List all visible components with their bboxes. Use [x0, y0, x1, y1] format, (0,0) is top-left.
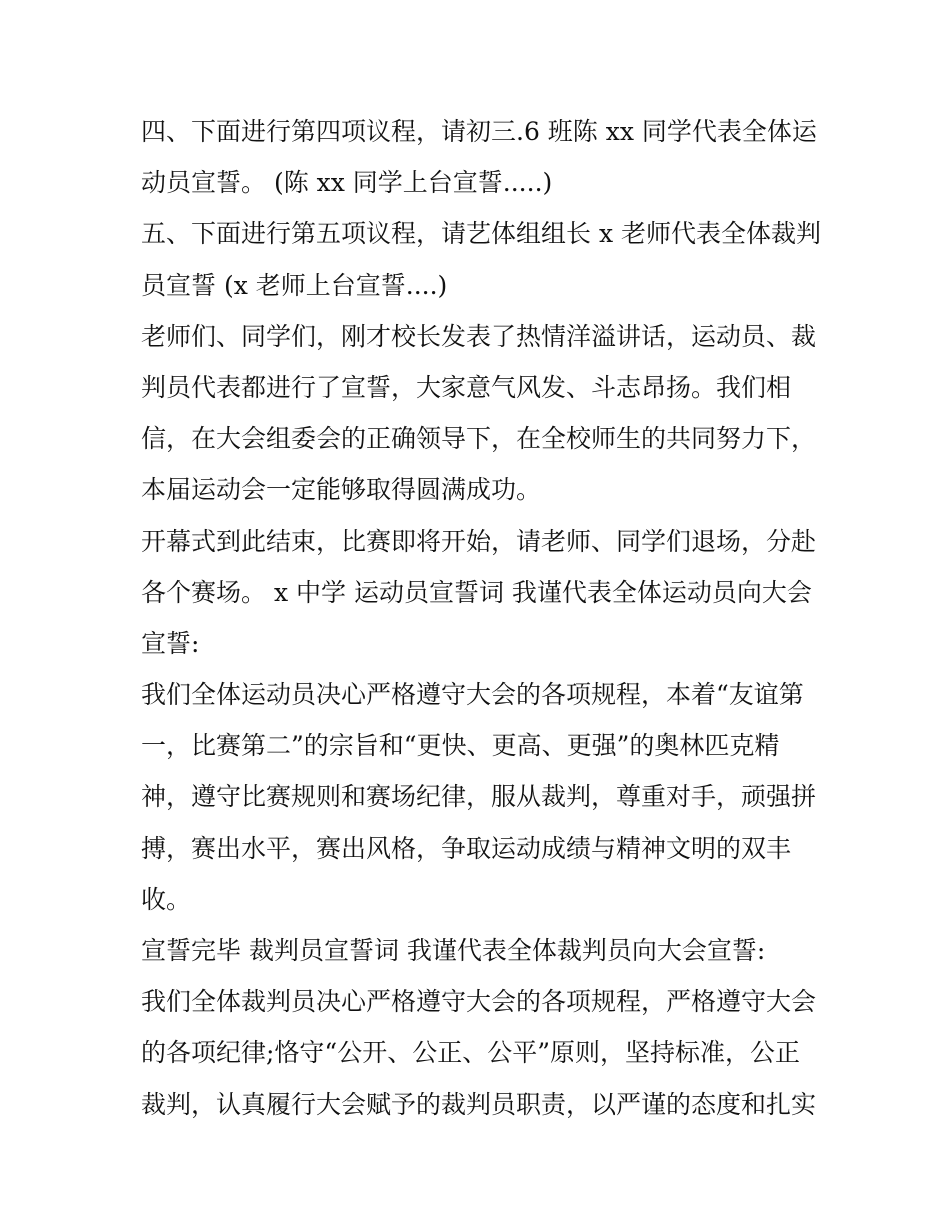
- text-line: 判员代表都进行了宣誓，大家意气风发、斗志昂扬。我们相: [141, 372, 792, 402]
- text-line: 员宣誓 (x 老师上台宣誓....): [141, 270, 448, 300]
- text-line: 我们全体运动员决心严格遵守大会的各项规程，本着“友谊第: [141, 680, 804, 710]
- text-line: 收。: [141, 884, 192, 914]
- text-line: 各个赛场。 x 中学 运动员宣誓词 我谨代表全体运动员向大会: [141, 577, 812, 607]
- text-line: 的各项纪律;恪守“公开、公正、公平”原则，坚持标准，公正: [141, 1038, 800, 1068]
- text-line: 本届运动会一定能够取得圆满成功。: [141, 475, 542, 505]
- text-line: 五、下面进行第五项议程，请艺体组组长 x 老师代表全体裁判: [141, 219, 821, 249]
- text-line: 搏，赛出水平，赛出风格，争取运动成绩与精神文明的双丰: [141, 833, 792, 863]
- text-line: 我们全体裁判员决心严格遵守大会的各项规程，严格遵守大会: [141, 987, 817, 1017]
- text-line: 动员宣誓。 (陈 xx 同学上台宣誓.....): [141, 168, 553, 198]
- text-line: 神，遵守比赛规则和赛场纪律，服从裁判，尊重对手，顽强拼: [141, 782, 817, 812]
- text-line: 信，在大会组委会的正确领导下，在全校师生的共同努力下，: [141, 424, 817, 454]
- text-line: 老师们、同学们，刚才校长发表了热情洋溢讲话，运动员、裁: [141, 321, 817, 351]
- text-line: 开幕式到此结束，比赛即将开始，请老师、同学们退场，分赴: [141, 526, 817, 556]
- text-line: 宣誓完毕 裁判员宣誓词 我谨代表全体裁判员向大会宣誓:: [141, 936, 766, 965]
- text-line: 一，比赛第二”的宗旨和“更快、更高、更强”的奥林匹克精: [141, 731, 780, 761]
- text-line: 宣誓:: [141, 628, 200, 658]
- document-body: [141, 106, 821, 1130]
- text-line: 裁判，认真履行大会赋予的裁判员职责，以严谨的态度和扎实: [141, 1089, 817, 1119]
- text-line: 四、下面进行第四项议程，请初三.6 班陈 xx 同学代表全体运: [141, 117, 817, 146]
